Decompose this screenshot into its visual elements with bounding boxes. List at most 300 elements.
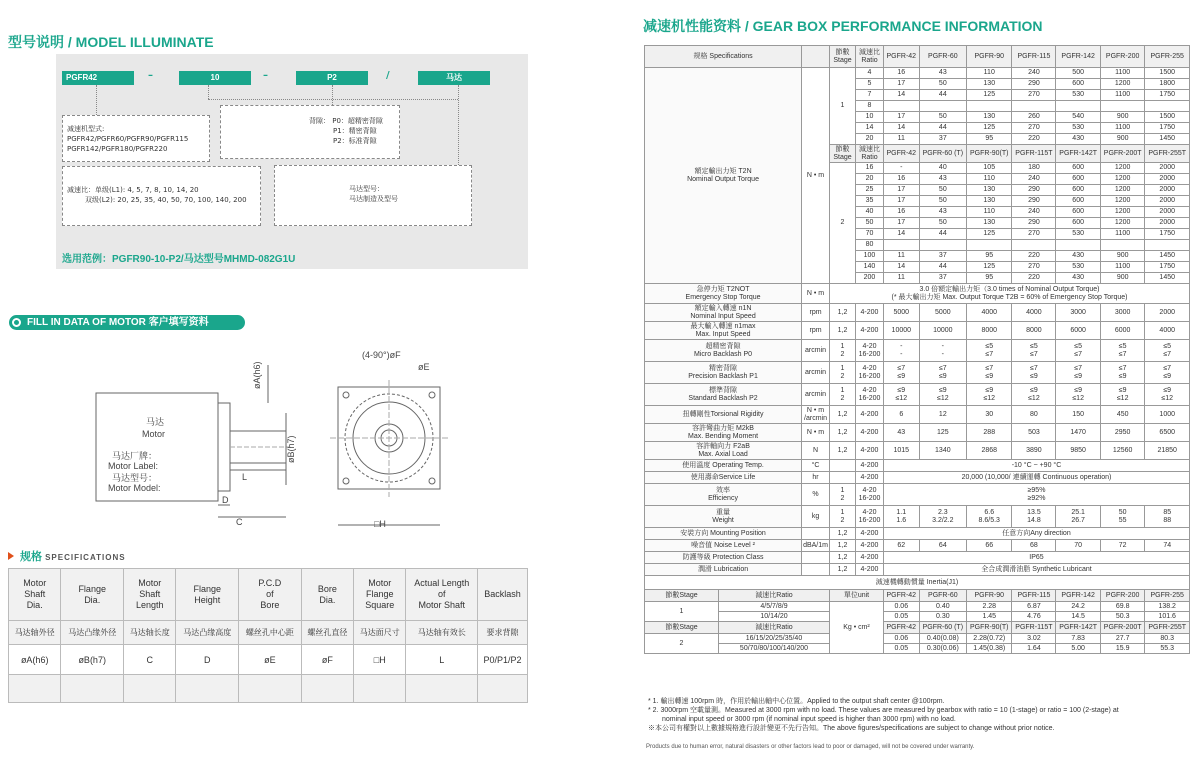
table-cell: 24.2 [1056, 602, 1101, 612]
table-cell: N • m [802, 424, 830, 442]
motor-model-box [274, 165, 472, 226]
table-cell: 2.28 [967, 602, 1012, 612]
spec-cell [9, 675, 61, 703]
table-cell: 0.40 [919, 602, 967, 612]
table-cell: 5 [855, 79, 883, 90]
table-cell: 44 [919, 262, 967, 273]
table-cell: 50.3 [1100, 612, 1145, 622]
table-cell: 1200 [1100, 174, 1145, 185]
table-cell: 290 [1012, 79, 1056, 90]
table-cell [883, 240, 919, 251]
model-header: PGFR-255T [1145, 145, 1190, 163]
table-cell: 74 [1145, 540, 1190, 552]
ratio-box [62, 166, 261, 226]
note: ※本公司有權對以上數據規格進行設計變更不先行告知。The above figures/specifications are subject to change without prior notice. [648, 725, 1055, 732]
connector-line [208, 99, 458, 100]
backlash-option: P2：标准背隙 [333, 137, 377, 145]
table-row [645, 634, 1190, 644]
table-cell: °C [802, 460, 830, 472]
table-cell: 14 [855, 123, 883, 134]
table-cell: 8 [855, 101, 883, 112]
table-cell: ≤9 ≤12 [1056, 384, 1101, 406]
fig-dim-h: □H [374, 519, 386, 529]
table-cell: ≤9 ≤12 [1145, 384, 1190, 406]
table-cell: 270 [1012, 90, 1056, 101]
model-header: PGFR-90(T) [967, 622, 1012, 634]
table-cell: 50 [919, 185, 967, 196]
table-row [645, 68, 1190, 79]
fig-motor-en: Motor [142, 429, 166, 439]
table-cell: 1100 [1100, 68, 1145, 79]
table-cell: 200 [855, 273, 883, 284]
table-cell: 潤滑 Lubrication [645, 564, 802, 576]
table-cell: kg [802, 506, 830, 528]
spec-cell: øA(h6) [9, 645, 61, 675]
table-cell: 0.05 [883, 644, 919, 654]
model-header: PGFR-90 [967, 590, 1012, 602]
spec-cell: C [124, 645, 176, 675]
table-cell: arcmin [802, 340, 830, 362]
table-cell [1012, 101, 1056, 112]
table-cell [802, 564, 830, 576]
spec-header: Motor Shaft Length [124, 569, 176, 621]
fig-dim-l: L [242, 472, 248, 482]
table-cell: 4-200 [855, 552, 883, 564]
table-cell: 16 [855, 163, 883, 174]
table-cell: rpm [802, 304, 830, 322]
table-cell: 1000 [1145, 406, 1190, 424]
model-header: PGFR-90(T) [967, 145, 1012, 163]
table-cell: 4-200 [855, 322, 883, 340]
table-cell: 80 [1012, 406, 1056, 424]
gearbox-type-box [62, 115, 210, 162]
table-cell: 220 [1012, 134, 1056, 145]
table-cell: 急停力矩 T2NOT Emergency Stop Torque [645, 284, 802, 304]
table-cell: 35 [855, 196, 883, 207]
table-cell: Kg • cm² [829, 602, 883, 654]
table-cell: % [802, 484, 830, 506]
table-cell: 2868 [967, 442, 1012, 460]
table-cell: 125 [967, 229, 1012, 240]
table-cell: 17 [883, 112, 919, 123]
table-cell: 600 [1056, 185, 1101, 196]
table-cell: 16 [883, 207, 919, 218]
table-cell: 240 [1012, 207, 1056, 218]
table-cell: 1,2 [829, 528, 855, 540]
table-cell: 1750 [1145, 262, 1190, 273]
table-cell: 10000 [919, 322, 967, 340]
table-cell: 125 [967, 90, 1012, 101]
model-header: PGFR-200 [1100, 46, 1145, 68]
table-cell: 900 [1100, 251, 1145, 262]
table-cell: 1450 [1145, 273, 1190, 284]
table-cell: 扭轉剛性Torsional Rigidity [645, 406, 802, 424]
table-cell: 1,2 [829, 304, 855, 322]
model-header: PGFR-142T [1056, 622, 1101, 634]
code-separator: – [263, 70, 268, 81]
spec-cell: 螺丝孔中心距 [239, 621, 302, 645]
table-cell [919, 240, 967, 251]
table-cell: 900 [1100, 273, 1145, 284]
table-cell: 2000 [1145, 185, 1190, 196]
spec-header: Backlash [478, 569, 528, 621]
table-cell: 240 [1012, 68, 1056, 79]
table-cell: 270 [1012, 123, 1056, 134]
spec-cell [239, 675, 302, 703]
table-cell: 3000 [1100, 304, 1145, 322]
spec-cell: 马达凸缘外径 [61, 621, 124, 645]
table-cell: 900 [1100, 112, 1145, 123]
table-cell: 25.1 26.7 [1056, 506, 1101, 528]
spec-cell [354, 675, 406, 703]
table-row [645, 552, 1190, 564]
table-cell: 27.7 [1100, 634, 1145, 644]
model-header: PGFR-142T [1056, 145, 1101, 163]
model-header: PGFR-255 [1145, 590, 1190, 602]
table-cell [802, 528, 830, 540]
table-cell: 100 [855, 251, 883, 262]
spec-cell: 螺丝孔直径 [301, 621, 353, 645]
specifications-table [8, 568, 528, 703]
table-cell: 105 [967, 163, 1012, 174]
table-cell: 減速機轉動慣量 Inertia(J1) [645, 576, 1190, 590]
table-cell: 1 [645, 602, 719, 622]
table-cell: 530 [1056, 262, 1101, 273]
table-row [645, 622, 1190, 634]
table-row [9, 569, 528, 621]
table-cell: 11 [883, 273, 919, 284]
table-cell: 7 [855, 90, 883, 101]
table-cell [829, 460, 855, 472]
spec-title-en: SPECIFICATIONS [45, 553, 126, 562]
table-cell: 14 [883, 262, 919, 273]
table-cell [1145, 101, 1190, 112]
table-cell: 1 2 [829, 362, 855, 384]
table-cell: 270 [1012, 229, 1056, 240]
table-row [645, 362, 1190, 384]
model-header: PGFR-200T [1100, 145, 1145, 163]
table-cell [1100, 240, 1145, 251]
connector-line [96, 85, 97, 115]
spec-cell: 马达面尺寸 [354, 621, 406, 645]
spec-cell: øF [301, 645, 353, 675]
model-header: PGFR-90 [967, 46, 1012, 68]
triangle-icon [8, 552, 14, 560]
table-cell: ≤9 ≤12 [1100, 384, 1145, 406]
table-cell: 1340 [919, 442, 967, 460]
fig-dim-e: øE [418, 362, 430, 372]
table-cell: 50 55 [1100, 506, 1145, 528]
motor-model-label: 马达型号： [349, 185, 384, 193]
table-cell: 66 [967, 540, 1012, 552]
table-cell: 4 [855, 68, 883, 79]
table-cell: 全合成潤滑油脂 Synthetic Lubricant [883, 564, 1189, 576]
spec-cell: øB(h7) [61, 645, 124, 675]
connector-line [458, 85, 459, 165]
table-cell: 80.3 [1145, 634, 1190, 644]
table-row [9, 645, 528, 675]
table-cell: 68 [1012, 540, 1056, 552]
table-cell: 600 [1056, 163, 1101, 174]
table-cell: 14 [883, 229, 919, 240]
table-cell: 任意方向Any direction [883, 528, 1189, 540]
spec-cell: 要求背隙 [478, 621, 528, 645]
table-cell: 容許軸向力 F2aB Max. Axial Load [645, 442, 802, 460]
table-cell: 4-200 [855, 442, 883, 460]
table-cell: 4.76 [1012, 612, 1056, 622]
table-row [645, 472, 1190, 484]
table-cell: 500 [1056, 68, 1101, 79]
table-cell: 1 2 [829, 384, 855, 406]
table-cell: 1500 [1145, 68, 1190, 79]
table-cell: 规格 Specifications [645, 46, 802, 68]
table-cell: 240 [1012, 174, 1056, 185]
table-row [645, 644, 1190, 654]
table-cell: 1,2 [829, 564, 855, 576]
table-cell: 噪音值 Noise Level ² [645, 540, 802, 552]
table-cell: 62 [883, 540, 919, 552]
table-cell: 17 [883, 218, 919, 229]
table-cell: 2 [645, 634, 719, 654]
fill-in-data-banner [9, 315, 245, 330]
table-cell: 1750 [1145, 229, 1190, 240]
table-row [645, 322, 1190, 340]
fig-dim-c: C [236, 517, 243, 527]
table-cell: 減速比 Ratio [855, 145, 883, 163]
table-cell: 防護等級 Protection Class [645, 552, 802, 564]
table-cell: 4-200 [855, 564, 883, 576]
table-cell: 容許彎曲力矩 M2kB Max. Bending Moment [645, 424, 802, 442]
table-cell: 4-200 [855, 472, 883, 484]
table-cell: 30 [967, 406, 1012, 424]
code-motor: 马达 [418, 71, 490, 85]
spec-cell: L [406, 645, 478, 675]
table-cell: 50 [919, 218, 967, 229]
table-cell [967, 101, 1012, 112]
table-cell: 單位unit [829, 590, 883, 602]
table-row [645, 484, 1190, 506]
table-cell: ≤7 ≤9 [883, 362, 919, 384]
fig-model-en: Motor Model: [108, 483, 161, 493]
model-illuminate-title: 型号说明 / MODEL ILLUMINATE [8, 34, 214, 50]
table-cell: 1750 [1145, 90, 1190, 101]
table-cell: 16/15/20/25/35/40 [719, 634, 830, 644]
table-cell: 530 [1056, 90, 1101, 101]
table-cell: ≤7 ≤9 [1100, 362, 1145, 384]
table-cell: 50 [855, 218, 883, 229]
table-cell: IP65 [883, 552, 1189, 564]
table-cell: 20 [855, 134, 883, 145]
table-cell: 3.0 倍額定輸出力矩（3.0 times of Nominal Output Torque) (* 最大輸出力矩 Max. Output Torque T2B = 60% of Emergency Stop Torque) [829, 284, 1189, 304]
table-cell: 50 [919, 196, 967, 207]
table-cell: 600 [1056, 174, 1101, 185]
table-cell: 1 2 [829, 340, 855, 362]
spec-cell: 马达轴外径 [9, 621, 61, 645]
table-cell: 2000 [1145, 174, 1190, 185]
table-cell: 額定輸入轉速 n1N Nominal Input Speed [645, 304, 802, 322]
table-cell: 最大輸入轉速 n1max Max. Input Speed [645, 322, 802, 340]
table-cell: 17 [883, 196, 919, 207]
table-cell: 0.30 [919, 612, 967, 622]
table-cell: ≤5 ≤7 [1145, 340, 1190, 362]
table-cell: 重量 Weight [645, 506, 802, 528]
table-cell: 900 [1100, 134, 1145, 145]
model-header: PGFR-115 [1012, 590, 1056, 602]
table-cell: 20 [855, 174, 883, 185]
table-cell: ≤7 ≤9 [967, 362, 1012, 384]
table-row [645, 540, 1190, 552]
spec-header: Actual Length of Motor Shaft [406, 569, 478, 621]
table-cell: 70 [855, 229, 883, 240]
table-cell: N • m /arcmin [802, 406, 830, 424]
table-cell: 540 [1056, 112, 1101, 123]
table-cell: 4-20 16-200 [855, 362, 883, 384]
table-cell: 43 [919, 68, 967, 79]
table-cell: 額定輸出力矩 T2N Nominal Output Torque [645, 68, 802, 284]
table-cell: arcmin [802, 362, 830, 384]
table-cell: 600 [1056, 207, 1101, 218]
table-cell: 4-20 16-200 [855, 506, 883, 528]
table-cell: 220 [1012, 273, 1056, 284]
table-cell: ≤5 ≤7 [1012, 340, 1056, 362]
table-cell: 節數 Stage [829, 145, 855, 163]
table-cell: 85 88 [1145, 506, 1190, 528]
table-cell: 130 [967, 185, 1012, 196]
table-row [645, 506, 1190, 528]
table-cell: 125 [967, 262, 1012, 273]
table-cell: 14.5 [1056, 612, 1101, 622]
table-cell: 1 [829, 68, 855, 145]
table-cell: 3.02 [1012, 634, 1056, 644]
table-cell: ≤7 ≤9 [919, 362, 967, 384]
fig-label-cn: 马达厂牌： [112, 451, 158, 461]
table-cell: 1750 [1145, 123, 1190, 134]
table-cell: 11 [883, 251, 919, 262]
fig-model-cn: 马达型号： [112, 473, 158, 483]
table-cell: 17 [883, 79, 919, 90]
table-row [645, 340, 1190, 362]
table-cell: 10 [855, 112, 883, 123]
table-cell: 260 [1012, 112, 1056, 123]
table-row [645, 612, 1190, 622]
table-cell: 130 [967, 79, 1012, 90]
table-cell: 1.64 [1012, 644, 1056, 654]
table-cell: 7.83 [1056, 634, 1101, 644]
table-cell: 1100 [1100, 90, 1145, 101]
motor-model-desc: 马达制造及型号 [349, 195, 398, 203]
spec-header: Flange Height [176, 569, 239, 621]
table-cell: 4-20 16-200 [855, 384, 883, 406]
table-cell: 0.40(0.08) [919, 634, 967, 644]
table-cell: 5000 [883, 304, 919, 322]
spec-cell: P0/P1/P2 [478, 645, 528, 675]
model-header: PGFR-42 [883, 622, 919, 634]
code-gearbox: PGFR42 [62, 71, 134, 85]
table-cell: 1450 [1145, 251, 1190, 262]
table-cell: 40 [919, 163, 967, 174]
table-cell: 4/5/7/8/9 [719, 602, 830, 612]
table-cell: 70 [1056, 540, 1101, 552]
table-cell: 6 [883, 406, 919, 424]
backlash-option: P1：精密背隙 [333, 127, 377, 135]
table-cell: 節數Stage [645, 590, 719, 602]
table-cell: 標準背隙 Standard Backlash P2 [645, 384, 802, 406]
table-cell: 3890 [1012, 442, 1056, 460]
table-cell: ≤5 ≤7 [1056, 340, 1101, 362]
table-cell: 44 [919, 229, 967, 240]
model-header: PGFR-200T [1100, 622, 1145, 634]
table-cell: 95 [967, 273, 1012, 284]
table-cell: 2 [829, 163, 855, 284]
table-cell: 5.00 [1056, 644, 1101, 654]
table-cell: 1470 [1056, 424, 1101, 442]
table-cell: 8000 [1012, 322, 1056, 340]
table-cell: 43 [919, 174, 967, 185]
table-cell: 4-200 [855, 424, 883, 442]
circle-icon [12, 318, 21, 327]
table-row [645, 304, 1190, 322]
table-cell: 125 [919, 424, 967, 442]
code-ratio: 10 [179, 71, 251, 85]
table-cell: 2000 [1145, 163, 1190, 174]
table-cell: 44 [919, 90, 967, 101]
table-cell: 101.6 [1145, 612, 1190, 622]
spec-header: Motor Shaft Dia. [9, 569, 61, 621]
performance-title: 减速机性能资料 / GEAR BOX PERFORMANCE INFORMATION [643, 18, 1043, 34]
table-cell: 10000 [883, 322, 919, 340]
table-cell: ≤5 ≤7 [967, 340, 1012, 362]
table-cell [883, 101, 919, 112]
table-cell: 37 [919, 273, 967, 284]
table-row [645, 528, 1190, 540]
table-cell: 4-200 [855, 304, 883, 322]
table-cell: 精密背隙 Precision Backlash P1 [645, 362, 802, 384]
table-cell: 64 [919, 540, 967, 552]
notes [648, 697, 1119, 733]
table-cell: 21850 [1145, 442, 1190, 460]
table-row [645, 284, 1190, 304]
fig-motor-cn: 马达 [146, 417, 165, 427]
table-cell: 減速比 Ratio [855, 46, 883, 68]
code-separator: / [386, 70, 390, 81]
table-cell: 1100 [1100, 123, 1145, 134]
table-cell: 44 [919, 123, 967, 134]
model-header: PGFR-200 [1100, 590, 1145, 602]
table-row [645, 590, 1190, 602]
table-cell: - - [883, 340, 919, 362]
spec-cell: 马达凸缘高度 [176, 621, 239, 645]
table-cell: 430 [1056, 273, 1101, 284]
table-cell: 25 [855, 185, 883, 196]
fig-label-en: Motor Label: [108, 461, 159, 471]
table-cell: 1200 [1100, 196, 1145, 207]
table-cell: 1200 [1100, 218, 1145, 229]
table-cell: 150 [1056, 406, 1101, 424]
table-cell [829, 472, 855, 484]
table-cell: 430 [1056, 134, 1101, 145]
code-separator: – [148, 70, 153, 81]
table-cell: 4-200 [855, 406, 883, 424]
table-cell: 1,2 [829, 552, 855, 564]
gearbox-type-label: 减速机型式: [67, 125, 105, 133]
spec-cell: 马达轴长度 [124, 621, 176, 645]
table-cell: 1.45(0.38) [967, 644, 1012, 654]
table-cell: 1800 [1145, 79, 1190, 90]
table-cell: 530 [1056, 123, 1101, 134]
spec-cell: øE [239, 645, 302, 675]
table-cell: - [883, 163, 919, 174]
table-cell: 1200 [1100, 207, 1145, 218]
